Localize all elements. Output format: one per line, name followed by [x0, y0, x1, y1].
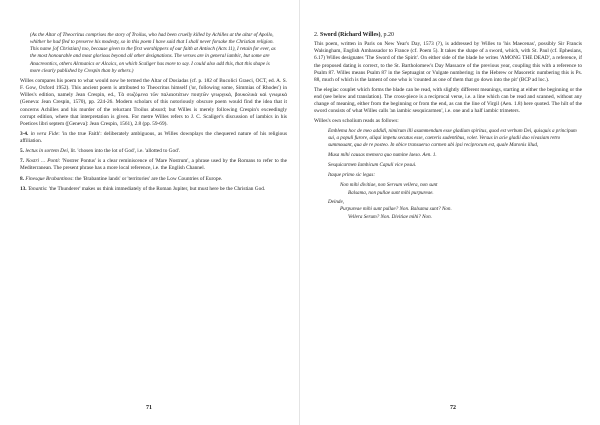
note-number: 7. [20, 158, 24, 165]
verse-line: Non mihi divitiae, non Servum vellera, non sunt [340, 182, 438, 189]
note-text: : 'in the true Faith': deliberately ambiguous, as Willes downplays the chequered nature of his religious affiliation. [20, 130, 288, 144]
page-number: 71 [146, 405, 152, 411]
note-item [20, 148, 287, 155]
sesquicarmen-note: Sesquicarmen Iambicum Capuli vice posui. [328, 162, 417, 169]
note-text: : the 'Brabantine lands' or 'territories' are the Low Countries of Europe. [72, 175, 223, 182]
virgil-quotation: Musa mihi causas memora quo numine laeso. Aen. 1. [328, 152, 437, 159]
commentary-paragraph: This poem, written in Paris on New Year's Day, 1573 (?), is addressed by Willes to 'his Maecenas', possibly Sir Francis Walsingham, English Ambassador to France (cf. Poem 5). It takes the shape of a sword, which, with St. Paul (cf. Ephesians, 6.17) Willes designates 'The Sword of the Spirit'. On either side of the blade he writes 'AMONG THE DEAD', a reference, if the proposed dating is correct, to the St. Bartholomew's Day Massacre of the previous year, coupling this with a reference to Psalm 87. Willes means Psalm 87 in the Septuagint or Vulgate numbering; in the Hebrew or Masoretic numbering this is Ps. 88, much of which is the lament of one who is 'counted as one of them that go down into the pit' (BCP ad loc.). [314, 41, 582, 84]
commentary-paragraph: Willes compares his poem to what would now be termed the Altar of Dosiadas (cf. p. 182 of Bucolici Graeci, OCT, ed. A. S. F. Gow, Oxford 1952). This ancient poem is attributed to Theocritus himself ('or, following some, Simmias of Rhodes') in Willes's edition, namely Jean Crespin, ed., Τὰ σωζόμενα τῶν παλαιοτάτων ποιητῶν γεωργικά, βουκολικὰ καὶ γνωμικά (Geneva: Jean Crespin, 1570), pp. 224-26. Modern scholars of this notoriously obscure poem would find the idea that it concerns Achilles and his murder of the reluctant Troilus absurd; but Willes is merely following Crespin's exceedingly corrupt edition, where that interpretation is given. For metre Willes refers to J. C. Scaliger's discussion of iambics in his Poetices libri septem ([Geneva]: Jean Crespin, 1561), 2.8 (pp. 59-69). [20, 77, 287, 127]
note-lemma: Nostri … Ponti [25, 158, 59, 165]
commentary-paragraph: Willes's own scholium reads as follows: [314, 118, 399, 125]
note-text: , lit. 'chosen into the lot of God', i.e. 'allotted to God'. [67, 148, 181, 155]
heading-title: Sword (Richard Willes) [320, 32, 381, 38]
note-number: 3-4. [20, 130, 29, 137]
note-item [20, 131, 287, 145]
note-item [20, 158, 287, 172]
note-lemma: Finesque Brabantinos [25, 175, 73, 182]
note-text: : 'Nostrer Pontus' is a clear reminiscence of 'Mare Nostrum', a phrase used by the Romans to refer to the Mediterranean. The present phrase has a more local reference, i.e. the English Channel. [20, 158, 287, 172]
reading-instruction: Itaque primo sic legas: [328, 172, 376, 179]
heading-page-ref: , p.20 [380, 32, 394, 38]
page-number: 72 [450, 405, 456, 411]
section-heading [314, 32, 582, 38]
heading-number: 2. [314, 32, 319, 38]
note-lemma: Tonantis [27, 185, 47, 192]
right-page [300, 0, 600, 425]
note-lemma: in vera Fide [30, 130, 59, 137]
reading-instruction: Deinde, [328, 199, 344, 206]
note-text: : 'the Thunderer' makes us think immediately of the Roman Jupiter, but must here be the Christian God. [46, 185, 266, 192]
scholium-translation: (As the Altar of Theocritus comprises the story of Troilus, who had been cruelly killed by Achilles at the altar of Apollo, whither he had fled to preserve his modesty, so in this poem I have said that I shall never forsake the Christian religion. This name [of Christian] too, because given to the first worshippers of our faith at Antioch (Acts 11), I retain for ever, as the most honourable and most glorious beyond all other designations. The verses are in general iambic, but some are Anacreontics, others Alcmanics or Alcaics, on which Scaliger has more to say. I could also add this, that this shape is more clearly published by Crespin than by others.) [30, 32, 276, 74]
note-number: 13. [20, 185, 27, 192]
latin-scholium: Emblema hoc de meo addidi, nimirum illi asummendum esse gladium spiritus, quod est verbum Dei, quisquis a principum sui, a populi furore, aliqui impetu secutus esse, caeteris sudentibus, volet. Versus in acie gladii duo vivasiam retro summouant, qua de re posteo. In obice transuerso carmen ubi ipsi reciprocum est, quale Maronis illud, [328, 127, 577, 148]
commentary-paragraph: The elegiac couplet which forms the blade can be read, with slightly different meanings, starting at either the beginning or the end (see below and translation). The cross-piece is a reciprocal verse, i.e. a line which can be read and scanned, without any change of meaning, either from the beginning or from the end, as can the line of Virgil (Aen. 1.8) here quoted. The hilt of the sword consists of what Willes calls 'an iambic sesquicarmen', i.e. one and a half iambic trimeters. [314, 86, 582, 115]
verse-line: Purpureae mihi sunt pullae? Non. Balsama sunt? Non. [340, 206, 452, 213]
note-number: 8. [20, 175, 24, 182]
note-lemma: lectus in sortem Dei [25, 148, 68, 155]
verse-line: Vellera Serum? Non. Divitiae mihi? Non. [348, 213, 432, 220]
verse-line: Balsama, non pullae sunt mihi purpureae. [348, 189, 434, 196]
note-item [20, 176, 287, 183]
note-number: 5. [20, 148, 24, 155]
note-item [20, 186, 287, 193]
